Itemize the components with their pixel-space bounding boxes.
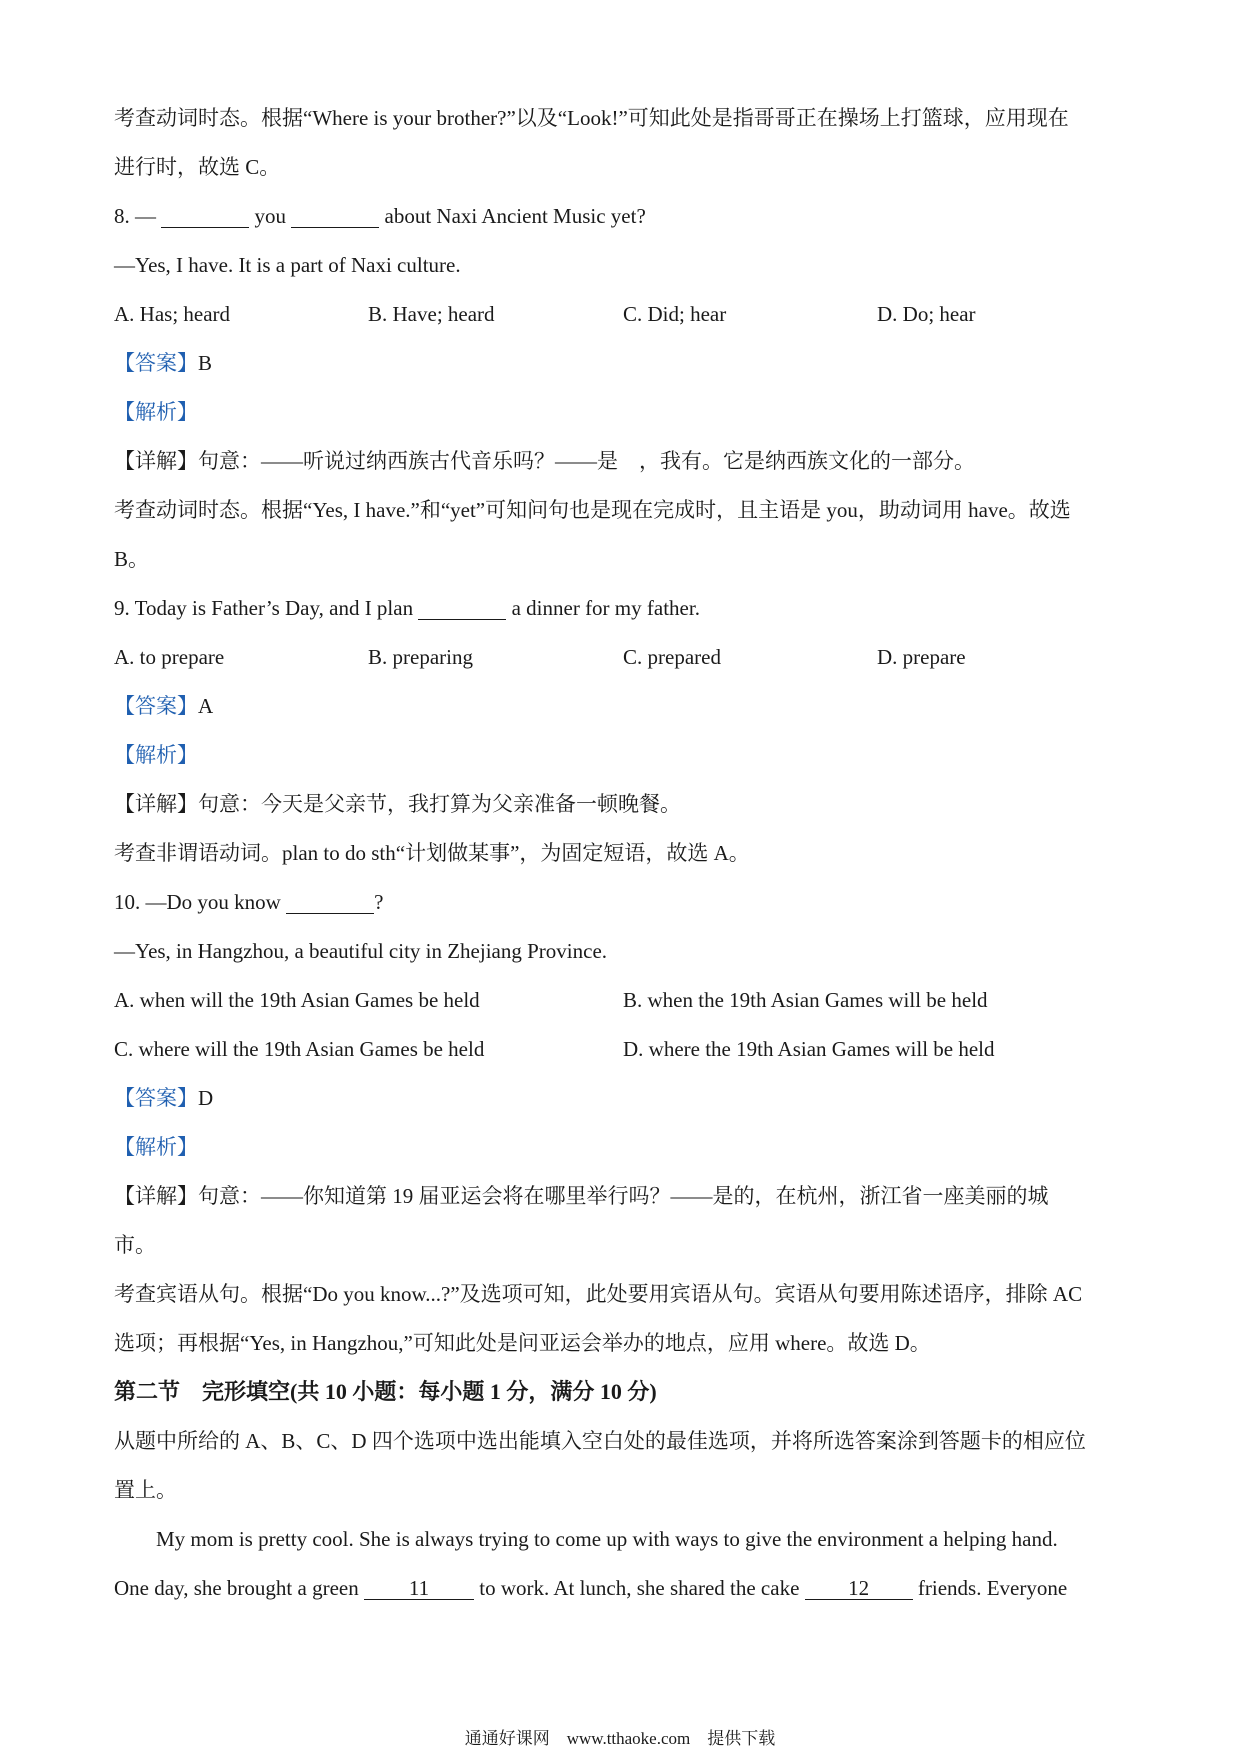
option-c: C. where will the 19th Asian Games be held bbox=[114, 1037, 485, 1061]
option-a: A. Has; heard bbox=[114, 302, 231, 326]
option-a: A. to prepare bbox=[114, 645, 225, 669]
stem-text: a dinner for my father. bbox=[511, 596, 700, 620]
detail-line bbox=[114, 790, 681, 818]
detail-label: 【详解】 bbox=[114, 449, 198, 473]
explanation-line: 考查动词时态。根据“Yes, I have.”和“yet”可知问句也是现在完成时，且主语是 you，助动词用 have。故选 bbox=[114, 498, 1071, 522]
stem-text: ? bbox=[374, 890, 384, 914]
answer-blank bbox=[286, 891, 374, 914]
detail-label: 【详解】 bbox=[114, 1184, 198, 1208]
option-b: B. preparing bbox=[368, 645, 473, 669]
passage-line: My mom is pretty cool. She is always trying to come up with ways to give the environment a helping hand. bbox=[156, 1527, 1058, 1551]
explanation-line: 考查非谓语动词。plan to do sth“计划做某事”，为固定短语，故选 A。 bbox=[114, 841, 750, 865]
stem-text: about Naxi Ancient Music yet? bbox=[384, 204, 646, 228]
option-a: A. when will the 19th Asian Games be held bbox=[114, 988, 480, 1012]
passage-text: One day, she brought a green bbox=[114, 1576, 359, 1600]
question-10-reply: —Yes, in Hangzhou, a beautiful city in Zhejiang Province. bbox=[114, 939, 608, 963]
answer-line bbox=[114, 1084, 213, 1112]
answer-line bbox=[114, 349, 212, 377]
option-b: B. Have; heard bbox=[368, 302, 495, 326]
analysis-label: 【解析】 bbox=[114, 743, 198, 767]
section-instruction: 从题中所给的 A、B、C、D 四个选项中选出能填入空白处的最佳选项，并将所选答案涂到答题卡的相应位 bbox=[114, 1429, 1086, 1453]
answer-blank bbox=[418, 597, 506, 620]
question-8-stem bbox=[114, 202, 646, 230]
stem-text: you bbox=[254, 204, 286, 228]
explanation-line: B。 bbox=[114, 547, 150, 571]
explanation-line: 考查动词时态。根据“Where is your brother?”以及“Look!”可知此处是指哥哥正在操场上打篮球，应用现在 bbox=[114, 106, 1069, 130]
option-b: B. when the 19th Asian Games will be held bbox=[623, 988, 988, 1012]
option-d: D. Do; hear bbox=[877, 302, 976, 326]
detail-line bbox=[114, 447, 975, 475]
question-10-stem bbox=[114, 888, 383, 916]
passage-text: to work. At lunch, she shared the cake bbox=[479, 1576, 800, 1600]
explanation-line: 进行时，故选 C。 bbox=[114, 155, 281, 179]
stem-text: 10. —Do you know bbox=[114, 890, 281, 914]
option-c: C. prepared bbox=[623, 645, 721, 669]
answer-label: 【答案】 bbox=[114, 694, 198, 718]
section-heading: 第二节 完形填空(共 10 小题：每小题 1 分，满分 10 分) bbox=[114, 1379, 657, 1404]
detail-text: 句意：——你知道第 19 届亚运会将在哪里举行吗？——是的，在杭州，浙江省一座美丽的城 bbox=[198, 1184, 1049, 1208]
answer-value: A bbox=[198, 694, 214, 718]
passage-line bbox=[114, 1574, 1067, 1602]
option-c: C. Did; hear bbox=[623, 302, 727, 326]
section-instruction: 置上。 bbox=[114, 1478, 177, 1502]
answer-value: B bbox=[198, 351, 213, 375]
answer-blank bbox=[161, 205, 249, 228]
cloze-blank-11: 11 bbox=[364, 1577, 474, 1600]
answer-line bbox=[114, 692, 213, 720]
answer-blank bbox=[291, 205, 379, 228]
passage-text: friends. Everyone bbox=[917, 1576, 1068, 1600]
stem-text: 9. Today is Father’s Day, and I plan bbox=[114, 596, 414, 620]
question-8-reply: —Yes, I have. It is a part of Naxi culture. bbox=[114, 253, 461, 277]
detail-text: 句意：今天是父亲节，我打算为父亲准备一顿晚餐。 bbox=[198, 792, 681, 816]
option-d: D. prepare bbox=[877, 645, 966, 669]
detail-line bbox=[114, 1182, 1049, 1210]
explanation-line: 选项；再根据“Yes, in Hangzhou,”可知此处是问亚运会举办的地点，应用 where。故选 D。 bbox=[114, 1331, 931, 1355]
answer-value: D bbox=[198, 1086, 214, 1110]
analysis-label: 【解析】 bbox=[114, 400, 198, 424]
analysis-label: 【解析】 bbox=[114, 1135, 198, 1159]
detail-label: 【详解】 bbox=[114, 792, 198, 816]
page-footer: 通通好课网 www.tthaoke.com 提供下载 bbox=[464, 1729, 776, 1748]
answer-label: 【答案】 bbox=[114, 351, 198, 375]
explanation-line: 考查宾语从句。根据“Do you know...?”及选项可知，此处要用宾语从句。宾语从句要用陈述语序，排除 AC bbox=[114, 1282, 1083, 1306]
option-d: D. where the 19th Asian Games will be held bbox=[623, 1037, 995, 1061]
detail-line: 市。 bbox=[114, 1233, 156, 1257]
answer-label: 【答案】 bbox=[114, 1086, 198, 1110]
cloze-blank-12: 12 bbox=[805, 1577, 913, 1600]
question-9-stem bbox=[114, 594, 700, 622]
detail-text: 句意：——听说过纳西族古代音乐吗？——是 ，我有。它是纳西族文化的一部分。 bbox=[198, 449, 975, 473]
question-number: 8. — bbox=[114, 204, 156, 228]
